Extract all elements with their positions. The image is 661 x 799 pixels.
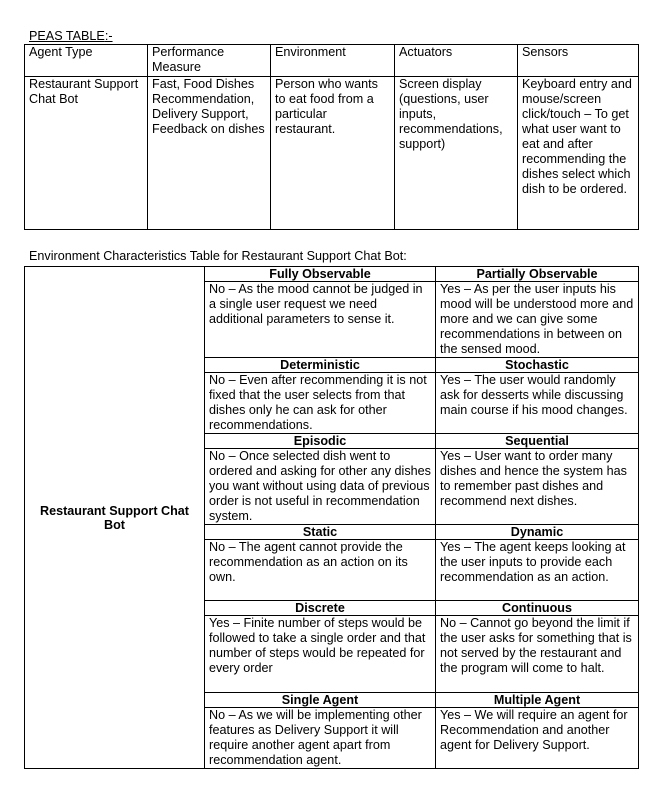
environment-characteristics-table <box>24 266 639 769</box>
env-heading-single-agent: Single Agent <box>205 693 436 708</box>
env-heading-deterministic: Deterministic <box>205 358 436 373</box>
peas-header-performance-measure: Performance Measure <box>148 45 271 77</box>
env-heading-discrete: Discrete <box>205 601 436 616</box>
env-heading-partially-observable: Partially Observable <box>436 267 639 282</box>
peas-header-agent-type: Agent Type <box>25 45 148 77</box>
env-heading-sequential: Sequential <box>436 434 639 449</box>
env-desc-fully-observable: No – As the mood cannot be judged in a single user request we need additional parameters to sense it. <box>205 282 436 358</box>
env-heading-fully-observable: Fully Observable <box>205 267 436 282</box>
peas-title-suffix: :- <box>104 29 113 43</box>
env-agent-cell: Restaurant Support Chat Bot <box>25 267 205 769</box>
env-desc-discrete: Yes – Finite number of steps would be followed to take a single order and that number of steps would be repeated for every order <box>205 616 436 693</box>
env-desc-multiple-agent: Yes – We will require an agent for Recommendation and another agent for Delivery Support. <box>436 708 639 769</box>
env-desc-static: No – The agent cannot provide the recommendation as an action on its own. <box>205 540 436 601</box>
env-heading-episodic: Episodic <box>205 434 436 449</box>
peas-header-sensors: Sensors <box>518 45 639 77</box>
env-desc-sequential: Yes – User want to order many dishes and hence the system has to remember past dishes and recommend next dishes. <box>436 449 639 525</box>
peas-header-environment: Environment <box>271 45 395 77</box>
peas-cell-agent-type: Restaurant Support Chat Bot <box>25 77 148 230</box>
peas-title-text: PEAS TABLE <box>29 29 105 43</box>
env-desc-episodic: No – Once selected dish went to ordered and asking for other any dishes you want without using data of previous order is not useful in recommendation system. <box>205 449 436 525</box>
peas-header-row <box>25 45 639 77</box>
env-heading-static: Static <box>205 525 436 540</box>
peas-cell-sensors: Keyboard entry and mouse/screen click/touch – To get what user want to eat and after recommending the dishes select which dish to be ordered. <box>518 77 639 230</box>
peas-header-actuators: Actuators <box>395 45 518 77</box>
env-heading-stochastic: Stochastic <box>436 358 639 373</box>
peas-cell-actuators: Screen display (questions, user inputs, recommendations, support) <box>395 77 518 230</box>
env-heading-row <box>25 267 639 282</box>
env-heading-multiple-agent: Multiple Agent <box>436 693 639 708</box>
env-desc-single-agent: No – As we will be implementing other features as Delivery Support it will require another agent apart from recommendation agent. <box>205 708 436 769</box>
env-desc-dynamic: Yes – The agent keeps looking at the user inputs to provide each recommendation as an action. <box>436 540 639 601</box>
env-heading-continuous: Continuous <box>436 601 639 616</box>
env-table-title: Environment Characteristics Table for Restaurant Support Chat Bot: <box>29 249 407 263</box>
env-desc-stochastic: Yes – The user would randomly ask for desserts while discussing main course if his mood changes. <box>436 373 639 434</box>
peas-table-title <box>29 29 113 44</box>
env-desc-deterministic: No – Even after recommending it is not fixed that the user selects from that dishes only he can ask for other recommendations. <box>205 373 436 434</box>
peas-data-row <box>25 77 639 230</box>
env-heading-dynamic: Dynamic <box>436 525 639 540</box>
peas-cell-environment: Person who wants to eat food from a particular restaurant. <box>271 77 395 230</box>
env-desc-continuous: No – Cannot go beyond the limit if the user asks for something that is not served by the restaurant and the program will come to halt. <box>436 616 639 693</box>
peas-table <box>24 44 639 230</box>
peas-cell-performance-measure: Fast, Food Dishes Recommendation, Delivery Support, Feedback on dishes <box>148 77 271 230</box>
env-desc-partially-observable: Yes – As per the user inputs his mood will be understood more and more and we can give some recommendations in between on the sensed mood. <box>436 282 639 358</box>
